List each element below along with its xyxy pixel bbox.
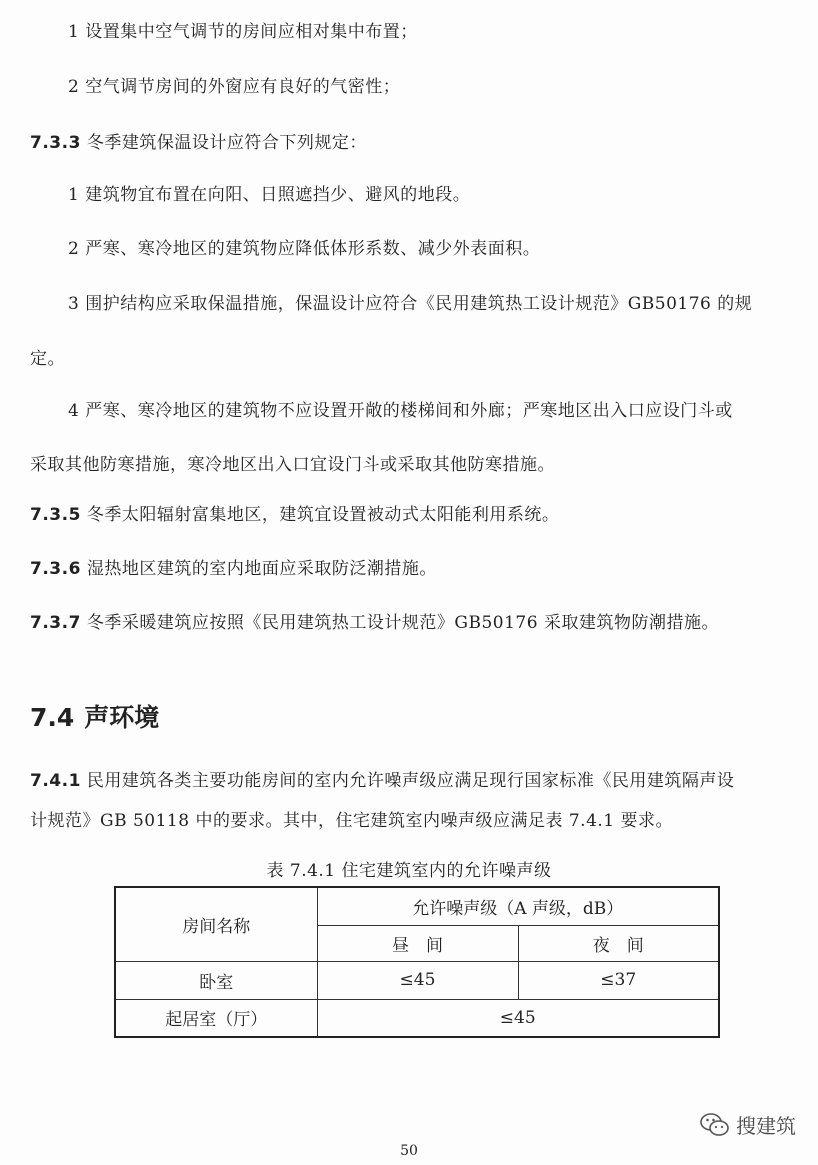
table-row xyxy=(115,961,719,999)
clause-7-3-5 xyxy=(30,500,559,525)
section-heading xyxy=(30,698,159,734)
clause-7-4-1 xyxy=(30,766,734,791)
table-header-row xyxy=(115,887,719,925)
header-allowed-noise: 允许噪声级（A 声级，dB） xyxy=(317,887,719,925)
cell-night: ≤37 xyxy=(518,961,719,999)
list-item-continuation: 采取其他防寒措施，寒冷地区出入口宜设门斗或采取其他防寒措施。 xyxy=(30,455,555,475)
table-row xyxy=(115,999,719,1037)
clause-7-3-3 xyxy=(30,128,367,153)
list-item: 2 严寒、寒冷地区的建筑物应降低体形系数、减少外表面积。 xyxy=(68,239,541,259)
clause-text: 民用建筑各类主要功能房间的室内允许噪声级应满足现行国家标准《民用建筑隔声设 xyxy=(86,771,735,791)
clause-number: 7.4.1 xyxy=(30,771,81,791)
page-number: 50 xyxy=(400,1143,418,1159)
cell-room: 起居室（厅） xyxy=(115,999,317,1037)
list-item: 4 严寒、寒冷地区的建筑物不应设置开敞的楼梯间和外廊；严寒地区出入口应设门斗或 xyxy=(68,401,733,421)
section-number: 7.4 xyxy=(30,703,75,732)
clause-text: 湿热地区建筑的室内地面应采取防泛潮措施。 xyxy=(86,559,437,579)
header-day: 昼 间 xyxy=(317,925,518,961)
header-room-name: 房间名称 xyxy=(115,887,317,961)
table-caption: 表 7.4.1 住宅建筑室内的允许噪声级 xyxy=(266,861,552,881)
list-item: 1 建筑物宜布置在向阳、日照遮挡少、避风的地段。 xyxy=(68,185,471,205)
list-item: 3 围护结构应采取保温措施，保温设计应符合《民用建筑热工设计规范》GB50176 的规 xyxy=(68,294,753,314)
header-night: 夜 间 xyxy=(518,925,719,961)
clause-text: 冬季采暖建筑应按照《民用建筑热工设计规范》GB50176 采取建筑物防潮措施。 xyxy=(86,613,719,633)
wechat-icon xyxy=(700,1112,730,1138)
clause-text-continuation: 计规范》GB 50118 中的要求。其中，住宅建筑室内噪声级应满足表 7.4.1 要求。 xyxy=(30,811,674,831)
clause-7-3-6 xyxy=(30,554,437,579)
clause-7-3-7 xyxy=(30,608,719,633)
clause-number: 7.3.7 xyxy=(30,613,81,633)
list-item: 1 设置集中空气调节的房间应相对集中布置； xyxy=(68,22,418,42)
noise-level-table xyxy=(114,886,720,1038)
list-item: 2 空气调节房间的外窗应有良好的气密性； xyxy=(68,77,401,97)
clause-number: 7.3.5 xyxy=(30,505,81,525)
cell-room: 卧室 xyxy=(115,961,317,999)
watermark xyxy=(700,1110,796,1139)
clause-number: 7.3.3 xyxy=(30,133,81,153)
cell-combined: ≤45 xyxy=(317,999,719,1037)
clause-text: 冬季建筑保温设计应符合下列规定： xyxy=(86,133,367,153)
clause-number: 7.3.6 xyxy=(30,559,81,579)
section-title: 声环境 xyxy=(84,703,160,732)
watermark-text: 搜建筑 xyxy=(736,1114,796,1138)
list-item-continuation: 定。 xyxy=(30,349,65,369)
cell-day: ≤45 xyxy=(317,961,518,999)
clause-text: 冬季太阳辐射富集地区，建筑宜设置被动式太阳能利用系统。 xyxy=(86,505,560,525)
